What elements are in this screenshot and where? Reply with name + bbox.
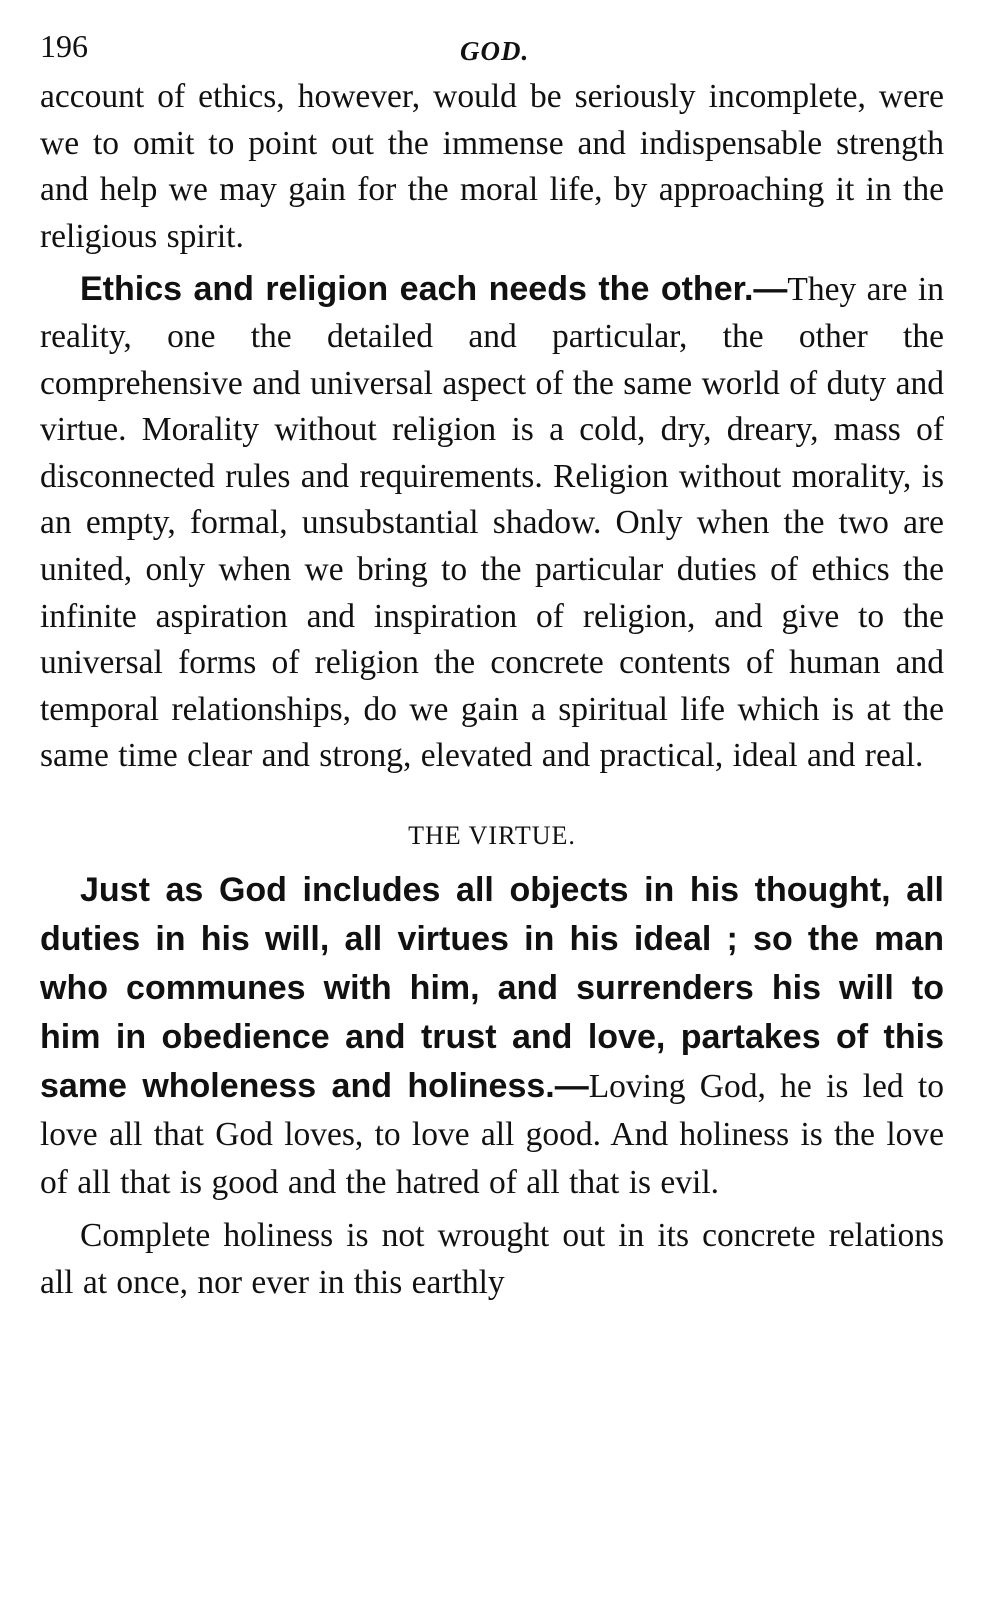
running-head (40, 22, 944, 74)
book-page (40, 22, 944, 1306)
paragraph-body: Loving God, he is led to love all that God loves, to love all good. And holiness is the love of all that is good and the hatred of all that is evil. (40, 1067, 944, 1201)
running-title: GOD. (460, 36, 530, 66)
paragraph-continuation: account of ethics, however, would be seriously incomplete, were we to omit to point out the immense and indispensable strength and help we may gain for the moral life, by approaching it in the religious spirit. (40, 78, 944, 255)
paragraph-lead-bold: Just as God includes all objects in his thought, all duties in his will, all virtues in his ideal ; so the man who communes with him, and surrenders his will to him in obedience and trust and love, partakes of this same wholeness and holiness.— (40, 870, 944, 1105)
page-number: 196 (40, 28, 88, 64)
paragraph-lead-bold: Ethics and religion each needs the other.— (80, 270, 788, 309)
paragraph-holiness: Complete holiness is not wrought out in its concrete relations all at once, nor ever in this earthly (40, 1216, 944, 1301)
paragraph-ethics-religion (40, 266, 944, 780)
paragraph-virtue (40, 866, 944, 1207)
section-heading: THE VIRTUE. (408, 820, 576, 850)
paragraph-body: They are in reality, one the detailed and particular, the other the comprehensive and universal aspect of the same world of duty and virtue. Morality without religion is a cold, dry, dreary, mass of disconnected rules and requirements. Religion without morality, is an empty, formal, unsubstantial shadow. Only when the two are united, only when we bring to the particular duties of ethics the infinite aspiration and inspiration of religion, and give to the universal forms of religion the concrete contents of human and temporal relationships, do we gain a spiritual life which is at the same time clear and strong, elevated and practical, ideal and real. (40, 271, 944, 775)
